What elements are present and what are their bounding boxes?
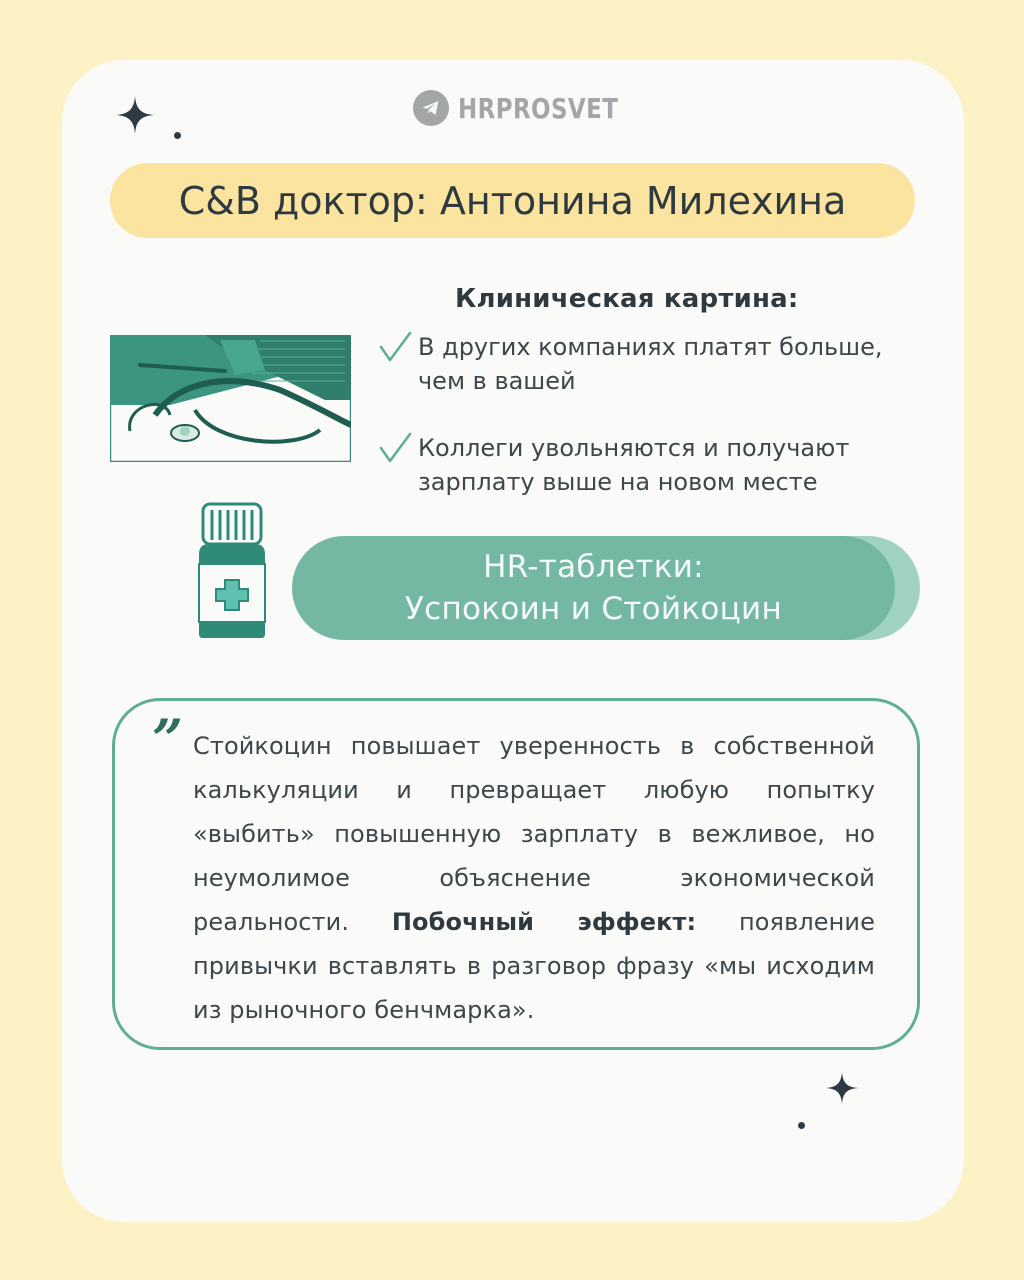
banner-body — [292, 536, 895, 640]
hr-pills-banner — [292, 536, 920, 640]
sparkle-icon — [116, 96, 154, 134]
banner-heading: HR-таблетки: — [483, 549, 704, 585]
quote-outro: появление привычки вставлять в разговор фразу «мы исходим из рыночного бенчмарка». — [193, 908, 875, 1024]
side-effect-label: Побочный эффект: — [391, 908, 697, 936]
check-icon — [378, 431, 412, 465]
sparkle-icon — [826, 1072, 858, 1104]
telegram-icon — [413, 90, 449, 126]
brand-name: HRPROSVET — [458, 91, 619, 125]
page-title: C&B доктор: Антонина Милехина — [110, 163, 915, 238]
quote-mark-icon: ” — [152, 707, 184, 771]
brand-logo — [413, 90, 653, 126]
symptom-item — [378, 330, 918, 398]
check-icon — [378, 330, 412, 364]
decor-dot — [174, 132, 181, 139]
symptom-text-line: чем в вашей — [418, 367, 576, 395]
quote-text — [193, 724, 875, 1032]
stethoscope-laptop-illustration — [110, 335, 351, 462]
pill-bottle-icon — [195, 502, 269, 640]
symptom-item — [378, 431, 918, 499]
decor-dot — [798, 1122, 805, 1129]
section-heading: Клиническая картина: — [455, 284, 799, 314]
banner-subheading: Успокоин и Стойкоцин — [404, 591, 783, 627]
symptom-text-line: В других компаниях платят больше, — [418, 333, 883, 361]
symptom-text-line: зарплату выше на новом месте — [418, 468, 818, 496]
symptom-text-line: Коллеги увольняются и получают — [418, 434, 850, 462]
quote-intro: Стойкоцин повышает уверенность в собственной калькуляции и превращает любую попытку «выбить» повышенную зарплату в вежливое, но неумолимое объяснение экономической реальности. — [193, 732, 875, 936]
